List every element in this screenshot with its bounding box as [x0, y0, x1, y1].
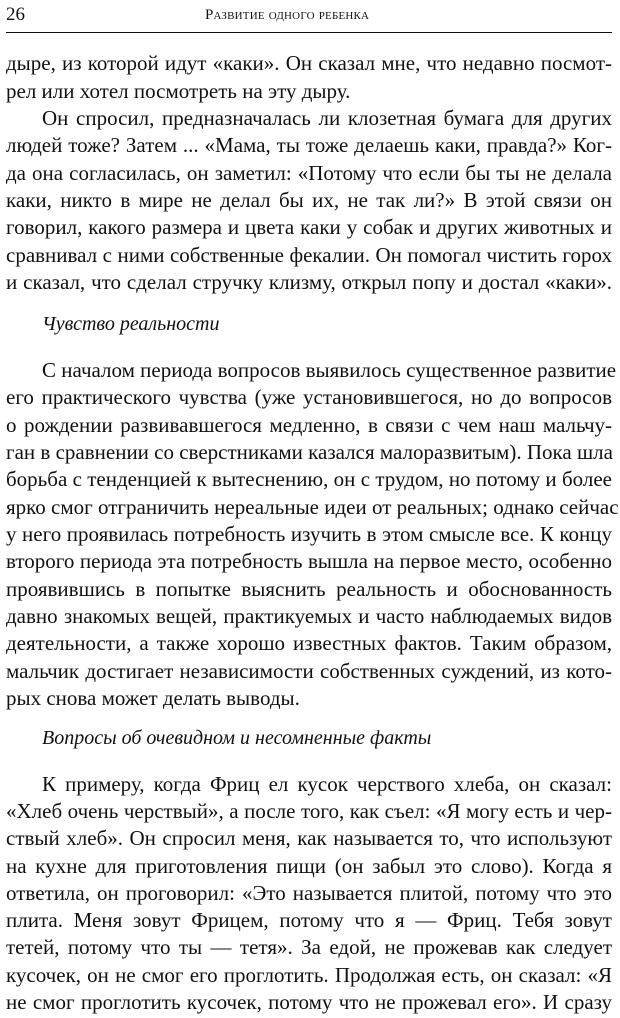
text-line: о рождении развивавшегося медленно, в связи с чем наш мальчу- — [6, 413, 612, 437]
text-line: на кухне для приготовления пищи (он забыл это слово). Когда я — [6, 854, 612, 878]
page-header — [0, 0, 620, 34]
text-line: «Хлеб очень черствый», а после того, как съел: «Я могу есть и чер- — [6, 799, 612, 823]
text-line: деятельности, а также хорошо известных фактов. Таким образом, — [6, 631, 612, 655]
text-line: С началом периода вопросов выявилось существенное развитие — [42, 358, 617, 382]
text-line: и сказал, что сделал стручку клизму, открыл попу и достал «каки». — [6, 270, 612, 294]
text-line: говорил, какого размера и цвета каки у собак и других животных и — [6, 215, 612, 239]
section-heading: Вопросы об очевидном и несомненные факты — [42, 727, 432, 749]
text-line: дыре, из которой идут «каки». Он сказал мне, что недавно посмот- — [6, 51, 612, 75]
text-line: рых снова может делать выводы. — [6, 686, 300, 710]
text-line: ярко смог отграничить нереальные идеи от реальных; однако сейчас — [6, 495, 619, 519]
text-line: Он спросил, предназначалась ли клозетная бумага для других — [42, 106, 612, 130]
text-line: мальчик достигает независимости собственных суждений, из кото- — [6, 659, 612, 683]
text-line: да она согласилась, он заметил: «Потому что если бы ты не делала — [6, 161, 612, 185]
text-line: проявившись в попытке выяснить реальность и обоснованность — [6, 577, 612, 601]
header-rule — [6, 32, 612, 33]
text-line: ответила, он проговорил: «Это называется плитой, потому что это — [6, 881, 612, 905]
text-line: ствый хлеб». Он спросил меня, как называется то, что используют — [6, 826, 612, 850]
text-line: у него проявилась потребность изучить в этом смысле все. К концу — [6, 522, 612, 546]
text-line: борьба с тенденцией к вытеснению, он с трудом, но потому и более — [6, 467, 612, 491]
text-line: ган в сравнении со сверстниками казался малоразвитым). Пока шла — [6, 440, 613, 464]
page-number: 26 — [6, 4, 25, 25]
text-line: давно знакомых вещей, практикуемых и часто наблюдаемых видов — [6, 604, 612, 628]
text-line: плита. Меня зовут Фрицем, потому что я — Фриц. Тебя зовут — [6, 908, 612, 932]
text-line: людей тоже? Затем ... «Мама, ты тоже делаешь каки, правда?» Ког- — [6, 133, 612, 157]
text-line: кусочек, он не смог его проглотить. Продолжая есть, он сказал: «Я — [6, 963, 612, 987]
section-heading: Чувство реальности — [42, 313, 220, 335]
text-line: рел или хотел посмотреть на эту дыру. — [6, 79, 351, 103]
text-line: сравнивал с ними собственные фекалии. Он помогал чистить горох — [6, 243, 612, 267]
text-line: второго периода эта потребность вышла на первое место, особенно — [6, 549, 612, 573]
running-title: Развитие одного ребенка — [205, 7, 370, 23]
text-line: К примеру, когда Фриц ел кусок черствого хлеба, он сказал: — [42, 772, 612, 796]
text-line: тетей, потому что ты — тетя». За едой, не прожевав как следует — [6, 935, 612, 959]
text-line: каки, никто в мире не делал бы их, не так ли?» В этой связи он — [6, 188, 612, 212]
text-line: его практического чувства (уже установившегося, но до вопросов — [6, 385, 612, 409]
text-line: не смог проглотить кусочек, потому что не прожевал его». И сразу — [6, 990, 612, 1014]
